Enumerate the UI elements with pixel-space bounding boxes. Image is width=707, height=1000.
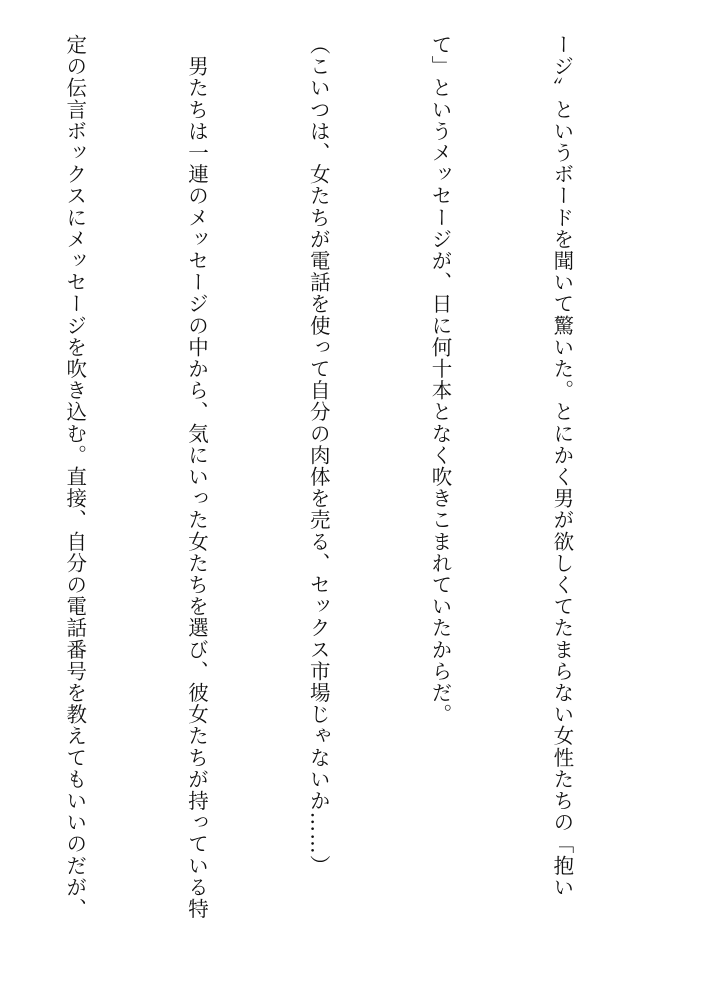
text-line: 男たちは一連のメッセージの中から、気にいった女たちを選び、彼女たちが持っている特 [184, 34, 209, 920]
vertical-text-block [0, 34, 663, 974]
text-line: ージ〟というボードを聞いて驚いた。とにかく男が欲しくてたまらない女性たちの「抱い [549, 34, 574, 898]
text-line: （こいつは、女たちが電話を使って自分の肉体を売る、セックス市場じゃないか……） [306, 34, 331, 877]
text-line: 定の伝言ボックスにメッセージを吹き込む。直接、自分の電話番号を教えてもいいのだが、 [62, 34, 87, 920]
text-line: て」というメッセージが、日に何十本となく吹きこまれていたからだ。 [428, 34, 453, 726]
